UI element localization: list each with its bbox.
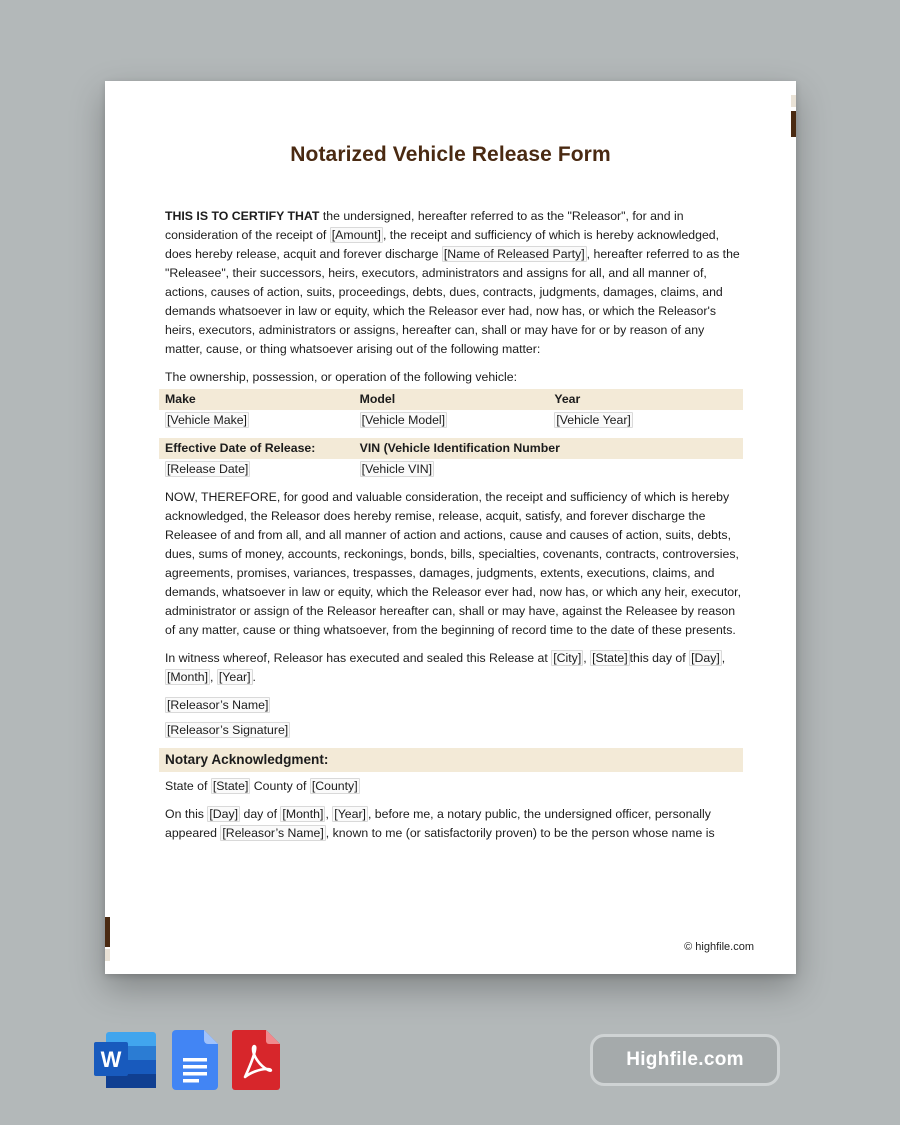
header-model: Model bbox=[354, 389, 549, 410]
placeholder-amount[interactable]: [Amount] bbox=[331, 228, 381, 242]
corner-decoration bbox=[105, 949, 110, 961]
notary-body-paragraph: On this [Day] day of [Month] , [Year] , before me, a notary public, the undersigned officer, personally appeared [Releasor’s Name] , known to me (or satisfactorily proven) to be the person whose name is bbox=[165, 807, 715, 840]
google-docs-icon[interactable] bbox=[172, 1030, 218, 1095]
placeholder-month[interactable]: [Month] bbox=[167, 670, 209, 684]
header-effective-date: Effective Date of Release: bbox=[159, 438, 354, 459]
placeholder-notary-state[interactable]: [State] bbox=[212, 779, 249, 793]
corner-decoration bbox=[791, 111, 796, 137]
placeholder-year[interactable]: [Year] bbox=[218, 670, 251, 684]
placeholder-released-party[interactable]: [Name of Released Party] bbox=[443, 247, 585, 261]
placeholder-notary-county[interactable]: [County] bbox=[311, 779, 358, 793]
document-body bbox=[165, 207, 743, 852]
header-make: Make bbox=[159, 389, 354, 410]
document-page bbox=[105, 81, 796, 974]
releasor-name-line bbox=[165, 696, 743, 715]
placeholder-vehicle-vin[interactable]: [Vehicle VIN] bbox=[361, 462, 433, 476]
vehicle-intro: The ownership, possession, or operation of the following vehicle: bbox=[165, 370, 518, 384]
header-year: Year bbox=[548, 389, 743, 410]
svg-text:W: W bbox=[100, 1047, 122, 1072]
word-icon[interactable] bbox=[94, 1030, 156, 1095]
table-row bbox=[159, 459, 743, 480]
placeholder-notary-month[interactable]: [Month] bbox=[282, 807, 324, 821]
vehicle-table bbox=[159, 389, 743, 480]
placeholder-vehicle-make[interactable]: [Vehicle Make] bbox=[167, 413, 247, 427]
certify-paragraph: THIS IS TO CERTIFY THAT the undersigned, hereafter referred to as the "Releasor", for and in consideration of the receipt of [Amount] , the receipt and sufficiency of which is hereby acknowledged, does hereby release, acquit and forever discharge [Name of Released Party] , hereafter referred to as the "Releasee", their successors, heirs, executors, administrators and assigns for all, and all manner of, actions, causes of action, suits, proceedings, debts, dues, contracts, judgments, damages, claims, and demands whatsoever in law or equity, which the Releasor ever had, now has, or which the Releasor's heirs, executors, administrators or assigns, hereafter can, shall or may have for or by reason of any matter, cause, or thing whatsoever arising out of the following matter: bbox=[165, 209, 740, 356]
placeholder-city[interactable]: [City] bbox=[553, 651, 582, 665]
pdf-icon[interactable] bbox=[232, 1030, 280, 1095]
placeholder-notary-releasor-name[interactable]: [Releasor’s Name] bbox=[222, 826, 324, 840]
brand-badge[interactable]: Highfile.com bbox=[590, 1034, 780, 1086]
placeholder-day[interactable]: [Day] bbox=[691, 651, 720, 665]
witness-paragraph: In witness whereof, Releasor has executed and sealed this Release at [City] , [State] this day of [Day] , [Month] , [Year] . bbox=[165, 651, 726, 684]
placeholder-notary-day[interactable]: [Day] bbox=[209, 807, 239, 821]
table-header-row bbox=[159, 438, 743, 459]
document-title: Notarized Vehicle Release Form bbox=[290, 143, 611, 166]
placeholder-release-date[interactable]: [Release Date] bbox=[167, 462, 249, 476]
header-vin: VIN (Vehicle Identification Number bbox=[354, 438, 743, 459]
notary-state-line: State of [State] County of [County] bbox=[165, 779, 358, 793]
releasor-signature-line bbox=[165, 721, 743, 740]
table-header-row bbox=[159, 389, 743, 410]
placeholder-vehicle-year[interactable]: [Vehicle Year] bbox=[556, 413, 631, 427]
now-therefore-paragraph: NOW, THEREFORE, for good and valuable consideration, the receipt and sufficiency of which is hereby acknowledged, the Releasor does hereby remise, release, acquit, satisfy, and forever discharge the Releasee of and from all, and all manner of action and actions, cause and causes of action, suits, debts, dues, sums of money, accounts, reckonings, bonds, bills, specialties, covenants, contracts, controversies, agreements, promises, variances, trespasses, damages, judgments, extents, executions, claims, and demands, whatsoever in law or equity, which the Releasor ever had, now has, or which any heir, executor, administrator or assign of the Releasor hereafter can, shall or may have, against the Releasee by reason of any matter, cause or thing whatsoever, from the beginning of record time to the date of these presents. bbox=[165, 490, 741, 637]
table-row bbox=[159, 410, 743, 431]
placeholder-state[interactable]: [State] bbox=[592, 651, 628, 665]
placeholder-vehicle-model[interactable]: [Vehicle Model] bbox=[361, 413, 446, 427]
corner-decoration bbox=[791, 95, 796, 107]
placeholder-releasor-signature[interactable]: [Releasor’s Signature] bbox=[167, 723, 289, 737]
placeholder-notary-year[interactable]: [Year] bbox=[334, 807, 366, 821]
copyright-notice: © highfile.com bbox=[684, 941, 754, 953]
certify-lead: THIS IS TO CERTIFY THAT bbox=[165, 209, 320, 223]
notary-heading: Notary Acknowledgment: bbox=[159, 748, 743, 772]
placeholder-releasor-name[interactable]: [Releasor’s Name] bbox=[167, 698, 269, 712]
corner-decoration bbox=[105, 917, 110, 947]
